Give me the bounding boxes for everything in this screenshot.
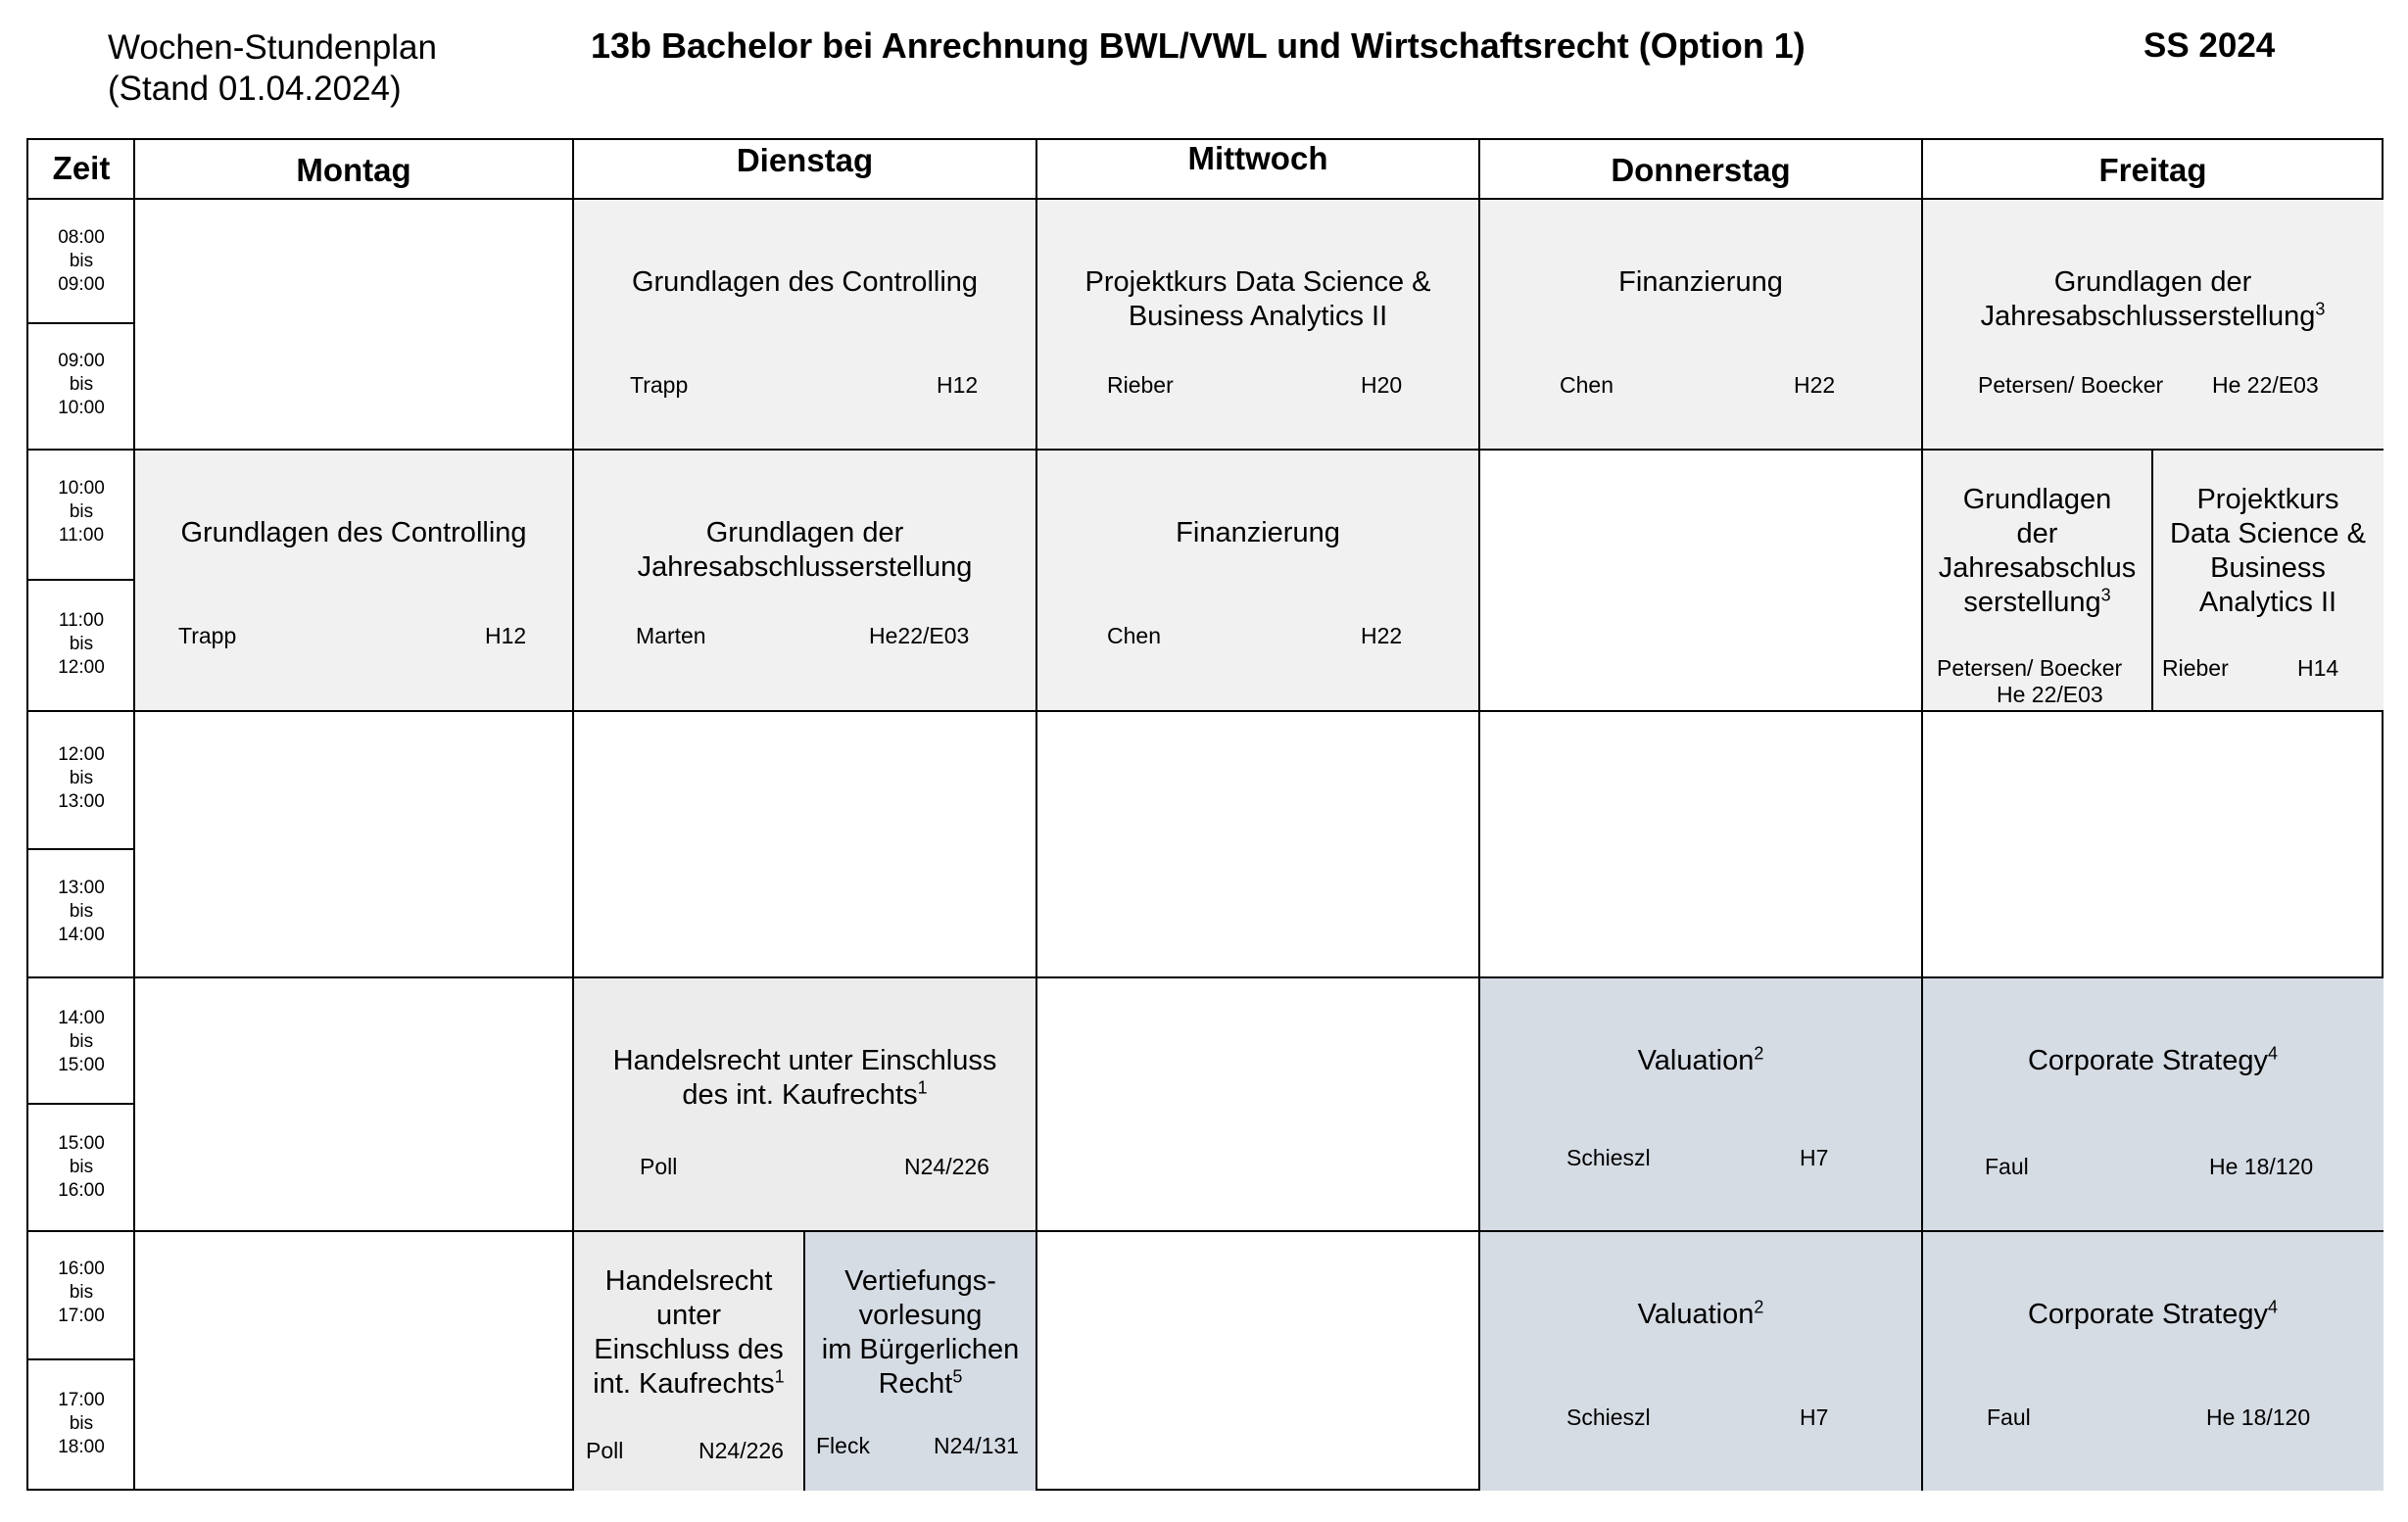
time-to: 17:00 [58, 1306, 105, 1326]
course-cell-friday-16[interactable] [1922, 1231, 2384, 1491]
time-bis: bis [69, 251, 94, 271]
time-slot [28, 477, 134, 547]
plan-date: (Stand 01.04.2024) [108, 70, 402, 108]
course-room: He22/E03 [869, 623, 970, 648]
footnote-marker: 3 [2100, 585, 2111, 605]
course-cell-tuesday-16-left[interactable] [573, 1231, 804, 1491]
course-lecturer: Rieber [2162, 655, 2229, 681]
course-room: H12 [937, 372, 979, 398]
column-header-tuesday: Dienstag [736, 142, 874, 178]
course-title [1479, 1298, 1922, 1332]
course-title [804, 1264, 1036, 1402]
footnote-marker: 3 [2315, 299, 2326, 319]
course-lecturer: Faul [1985, 1154, 2029, 1179]
course-title-text: des int. Kaufrechts [682, 1079, 918, 1111]
time-slot [28, 1258, 134, 1328]
time-to: 14:00 [58, 925, 105, 945]
time-slot [28, 609, 134, 680]
course-title: Finanzierung [1618, 266, 1783, 298]
course-title-line: Vertiefungs- [844, 1265, 996, 1297]
course-title-text: Jahresabschlusserstellung [1980, 301, 2316, 332]
grid-line [28, 1103, 134, 1105]
time-bis: bis [69, 501, 94, 522]
course-title [1922, 265, 2384, 334]
time-from: 15:00 [58, 1133, 105, 1154]
course-cell-friday-14[interactable] [1922, 977, 2384, 1231]
column-header-monday: Montag [296, 152, 411, 188]
grid-line [1035, 140, 1037, 1491]
course-title-text: Recht [878, 1368, 953, 1400]
course-room: He 18/120 [2206, 1404, 2311, 1430]
time-bis: bis [69, 1031, 94, 1052]
course-room: N24/131 [934, 1433, 1019, 1458]
course-room: H14 [2297, 655, 2339, 681]
course-title-line: Einschluss des [594, 1334, 784, 1365]
grid-line [1921, 140, 1923, 1491]
time-slot [28, 1007, 134, 1077]
course-title-line: Data Science & [2170, 518, 2366, 549]
course-title-line [1922, 300, 2384, 334]
course-title: Grundlagen des Controlling [631, 266, 979, 298]
grid-line [28, 848, 134, 850]
course-cell-tuesday-08[interactable] [573, 199, 1036, 450]
page-title: 13b Bachelor bei Anrechnung BWL/VWL und Wirtschaftsrecht (Option 1) [591, 25, 1806, 66]
footnote-marker: 4 [2268, 1043, 2279, 1064]
course-lecturer: Schieszl [1566, 1145, 1651, 1170]
course-lecturer: Trapp [178, 623, 237, 648]
course-lecturer: Chen [1107, 623, 1161, 648]
course-title-line: Grundlagen [1962, 484, 2112, 515]
footnote-marker: 5 [952, 1366, 963, 1387]
time-bis: bis [69, 901, 94, 922]
time-from: 11:00 [58, 610, 105, 631]
course-title-line: Business [2210, 552, 2326, 584]
time-bis: bis [69, 1413, 94, 1434]
course-room: H22 [1794, 372, 1836, 398]
semester-label: SS 2024 [2143, 26, 2276, 65]
course-room: H12 [485, 623, 527, 648]
course-cell-tuesday-16-right[interactable] [804, 1231, 1036, 1491]
course-lecturer: Fleck [816, 1433, 870, 1458]
course-room: H22 [1361, 623, 1403, 648]
course-title [1479, 1044, 1922, 1078]
course-lecturer: Faul [1987, 1404, 2031, 1430]
course-room: He 18/120 [2209, 1154, 2314, 1179]
time-slot [28, 743, 134, 814]
course-title-line [1922, 586, 2152, 620]
grid-line [572, 140, 574, 1491]
course-title-text: int. Kaufrechts [593, 1368, 775, 1400]
course-title-line: der [2016, 518, 2058, 549]
grid-line [28, 976, 2384, 978]
grid-line [28, 198, 2384, 200]
course-title-text: Corporate Strategy [2027, 1299, 2268, 1330]
plan-name: Wochen-Stundenplan [108, 28, 437, 67]
grid-line [1478, 140, 1480, 1491]
course-title-text: Valuation [1637, 1045, 1755, 1076]
time-bis: bis [69, 1282, 94, 1303]
course-title: Finanzierung [1176, 517, 1340, 548]
grid-line [2151, 450, 2153, 711]
course-room: H20 [1361, 372, 1403, 398]
footnote-marker: 2 [1754, 1297, 1764, 1317]
course-title-line: Grundlagen der [2053, 266, 2252, 298]
time-from: 08:00 [58, 227, 105, 248]
course-title-text: Valuation [1637, 1299, 1755, 1330]
grid-line [28, 1358, 134, 1360]
course-cell-thursday-16[interactable] [1479, 1231, 1922, 1491]
course-title-text: serstellung [1963, 587, 2101, 618]
time-to: 13:00 [58, 791, 105, 812]
course-cell-tuesday-14[interactable] [573, 977, 1036, 1231]
grid-line [803, 1231, 805, 1491]
course-room: He 22/E03 [1997, 682, 2103, 707]
grid-line [28, 579, 134, 581]
time-slot [28, 226, 134, 297]
course-cell-thursday-14[interactable] [1479, 977, 1922, 1231]
course-room: H7 [1800, 1145, 1829, 1170]
course-title [573, 1044, 1036, 1113]
course-lecturer: Trapp [630, 372, 689, 398]
column-header-wednesday: Mittwoch [1187, 140, 1328, 176]
course-title-line [804, 1367, 1036, 1402]
course-title-line: unter [655, 1300, 722, 1331]
time-from: 17:00 [58, 1390, 105, 1410]
grid-line [28, 1230, 2384, 1232]
time-from: 14:00 [58, 1008, 105, 1028]
course-lecturer: Poll [586, 1438, 624, 1463]
course-lecturer: Schieszl [1566, 1404, 1651, 1430]
course-title-line: Jahresabschlusserstellung [637, 551, 973, 583]
time-from: 10:00 [58, 478, 105, 499]
course-room: N24/226 [698, 1438, 784, 1463]
course-title [1036, 265, 1479, 334]
course-title-line: Jahresabschlus [1938, 552, 2137, 584]
course-title [573, 516, 1036, 585]
course-room: N24/226 [904, 1154, 989, 1179]
course-lecturer: Petersen/ Boecker [1978, 372, 2164, 398]
time-to: 11:00 [58, 525, 105, 546]
time-to: 10:00 [58, 398, 105, 418]
course-cell-monday-10[interactable] [134, 450, 573, 711]
grid-line [28, 449, 2384, 451]
course-title [1922, 1298, 2384, 1332]
course-title-line: Projektkurs Data Science & [1084, 266, 1431, 298]
course-title-line: vorlesung [858, 1300, 983, 1331]
course-lecturer: Chen [1560, 372, 1613, 398]
time-to: 18:00 [58, 1437, 105, 1457]
time-from: 09:00 [58, 351, 105, 371]
column-header-friday: Freitag [2098, 152, 2207, 188]
time-to: 09:00 [58, 274, 105, 295]
time-bis: bis [69, 374, 94, 395]
time-bis: bis [69, 768, 94, 788]
time-slot [28, 350, 134, 420]
time-to: 16:00 [58, 1180, 105, 1201]
course-room: He 22/E03 [2212, 372, 2319, 398]
course-room: H7 [1800, 1404, 1829, 1430]
course-cell-wednesday-08[interactable] [1036, 199, 1479, 450]
course-title-line: Grundlagen der [705, 517, 904, 548]
time-from: 16:00 [58, 1259, 105, 1279]
course-cell-friday-10-right[interactable] [2152, 450, 2384, 711]
footnote-marker: 1 [917, 1077, 928, 1098]
column-header-zeit: Zeit [52, 150, 111, 186]
course-title [2152, 483, 2384, 620]
course-title-text: Corporate Strategy [2027, 1045, 2268, 1076]
course-title-line: Analytics II [2198, 587, 2337, 618]
footnote-marker: 2 [1754, 1043, 1764, 1064]
footnote-marker: 4 [2268, 1297, 2279, 1317]
course-lecturer: Poll [640, 1154, 678, 1179]
time-to: 12:00 [58, 657, 105, 678]
course-title [1922, 483, 2152, 620]
course-title [573, 1264, 804, 1402]
course-title-line: Handelsrecht [604, 1265, 773, 1297]
time-bis: bis [69, 1157, 94, 1177]
time-bis: bis [69, 634, 94, 654]
course-title-line: Business Analytics II [1128, 301, 1388, 332]
course-lecturer: Petersen/ Boecker [1937, 655, 2123, 681]
course-title-line [573, 1367, 804, 1402]
time-slot [28, 1132, 134, 1203]
column-header-thursday: Donnerstag [1611, 152, 1791, 188]
course-cell-thursday-08[interactable] [1479, 199, 1922, 450]
course-cell-friday-08[interactable] [1922, 199, 2384, 450]
course-lecturer: Rieber [1107, 372, 1174, 398]
footnote-marker: 1 [774, 1366, 785, 1387]
course-lecturer: Marten [636, 623, 706, 648]
plan-label [108, 27, 437, 110]
time-from: 13:00 [58, 878, 105, 898]
course-cell-wednesday-10[interactable] [1036, 450, 1479, 711]
timetable [26, 138, 2384, 1491]
time-slot [28, 877, 134, 947]
course-title-line: im Bürgerlichen [821, 1334, 1020, 1365]
course-title-line [573, 1078, 1036, 1113]
course-title: Grundlagen des Controlling [180, 517, 527, 548]
course-cell-tuesday-10[interactable] [573, 450, 1036, 711]
time-from: 12:00 [58, 744, 105, 765]
course-title-line: Handelsrecht unter Einschluss [612, 1045, 997, 1076]
time-slot [28, 1389, 134, 1459]
course-title [1922, 1044, 2384, 1078]
course-cell-friday-10-left[interactable] [1922, 450, 2152, 711]
time-to: 15:00 [58, 1055, 105, 1075]
course-title-line: Projektkurs [2196, 484, 2339, 515]
grid-line [28, 710, 2384, 712]
grid-line [28, 322, 134, 324]
